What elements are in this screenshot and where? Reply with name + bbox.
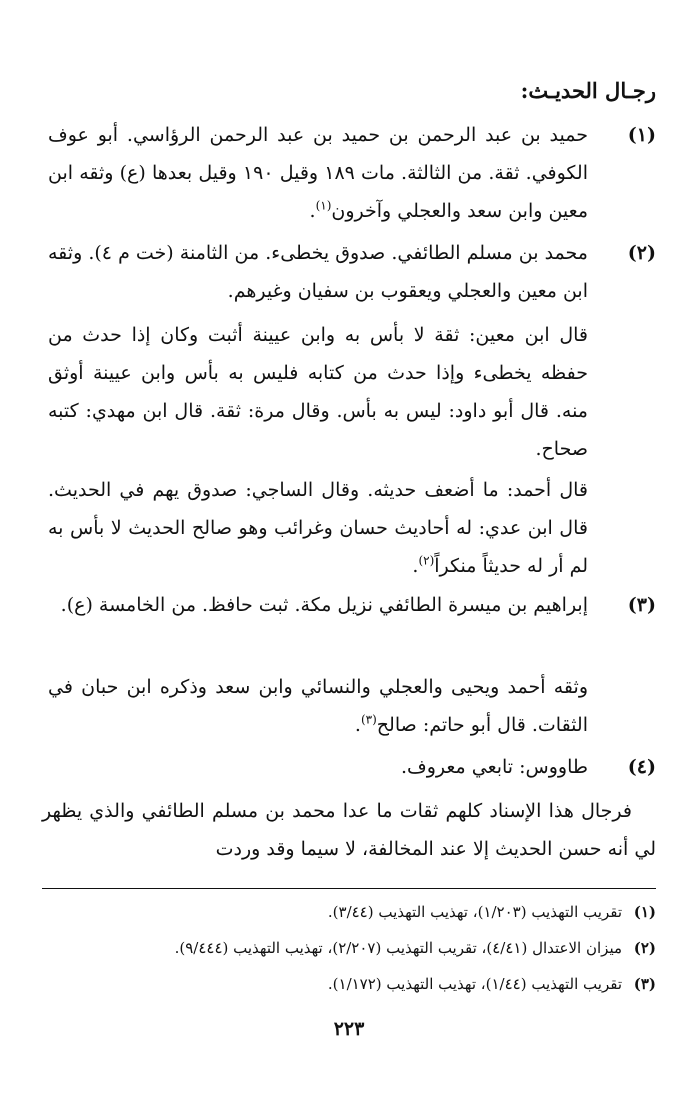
footnote-1 <box>46 900 656 924</box>
narrator-entry-2 <box>48 234 656 310</box>
footnote-text: تقريب التهذيب (١/٢٠٣)، تهذيب التهذيب (٣/٤٤). <box>327 903 622 921</box>
narrator-entry-4 <box>48 748 656 786</box>
footnote-number: (٢) <box>633 939 656 957</box>
entry-number: (٢) <box>627 242 656 264</box>
section-heading: رجـال الحديـث: <box>520 78 656 103</box>
entry-text: حميد بن عبد الرحمن بن حميد بن عبد الرحمن الرؤاسي. أبو عوف الكوفي. ثقة. من الثالثة. مات ١٨٩ وقيل ١٩٠ وقيل بعدها (ع) وثقه ابن معين وابن سعد والعجلي وآخرون$^{(١)}$. <box>48 124 588 222</box>
footnote-ref: (١) <box>315 198 332 213</box>
entry-number: (١) <box>627 124 656 146</box>
footnote-text: تقريب التهذيب (١/٤٤)، تهذيب التهذيب (١/١٧٢). <box>327 975 622 993</box>
page-number: ٢٢٣ <box>333 1018 365 1040</box>
entry-text: إبراهيم بن ميسرة الطائفي نزيل مكة. ثبت حافظ. من الخامسة (ع). <box>60 594 588 616</box>
footnote-ref: (٣) <box>360 712 377 727</box>
footnote-divider <box>42 888 656 889</box>
entry-text: محمد بن مسلم الطائفي. صدوق يخطىء. من الثامنة (خت م ٤). وثقه ابن معين والعجلي ويعقوب بن سفيان وغيرهم. <box>48 242 588 302</box>
paragraph-conclusion: فرجال هذا الإسناد كلهم ثقات ما عدا محمد بن مسلم الطائفي والذي يظهر لي أنه حسن الحديث إلا عند المخالفة، لا سيما وقد وردت <box>42 800 656 860</box>
entry-number: (٤) <box>627 756 656 778</box>
entry-text: طاووس: تابعي معروف. <box>400 756 588 778</box>
footnote-2 <box>46 936 656 960</box>
footnote-text: ميزان الاعتدال (٤/٤١)، تقريب التهذيب (٢/٢٠٧)، تهذيب التهذيب (٩/٤٤٤). <box>174 939 622 957</box>
footnote-number: (٣) <box>633 975 656 993</box>
paragraph-ahmad: قال أحمد: ما أضعف حديثه. وقال الساجي: صدوق يهم في الحديث. قال ابن عدي: له أحاديث حسان وغرائب وهو صالح الحديث لا بأس به لم أر له حديثاً منكراً$^{(٢)}$. <box>48 479 588 577</box>
entry-number: (٣) <box>627 594 656 616</box>
footnote-ref: (٢) <box>418 553 435 568</box>
footnote-number: (١) <box>633 903 656 921</box>
narrator-entry-3 <box>48 586 656 624</box>
paragraph-ibn-maeen: قال ابن معين: ثقة لا بأس به وابن عيينة أثبت وكان إذا حدث من حفظه يخطىء وإذا حدث من كتابه فليس به بأس وابن عيينة أوثق منه. قال أبو داود: ليس به بأس. وقال مرة: ثقة. قال ابن مهدي: كتبه صحاح. <box>48 324 588 460</box>
narrator-entry-1 <box>48 116 656 230</box>
footnote-3 <box>46 972 656 996</box>
paragraph-ibrahim-tawthiq: وثقه أحمد ويحيى والعجلي والنسائي وابن سعد وذكره ابن حبان في الثقات. قال أبو حاتم: صالح$^{(٣)}$. <box>48 676 588 736</box>
